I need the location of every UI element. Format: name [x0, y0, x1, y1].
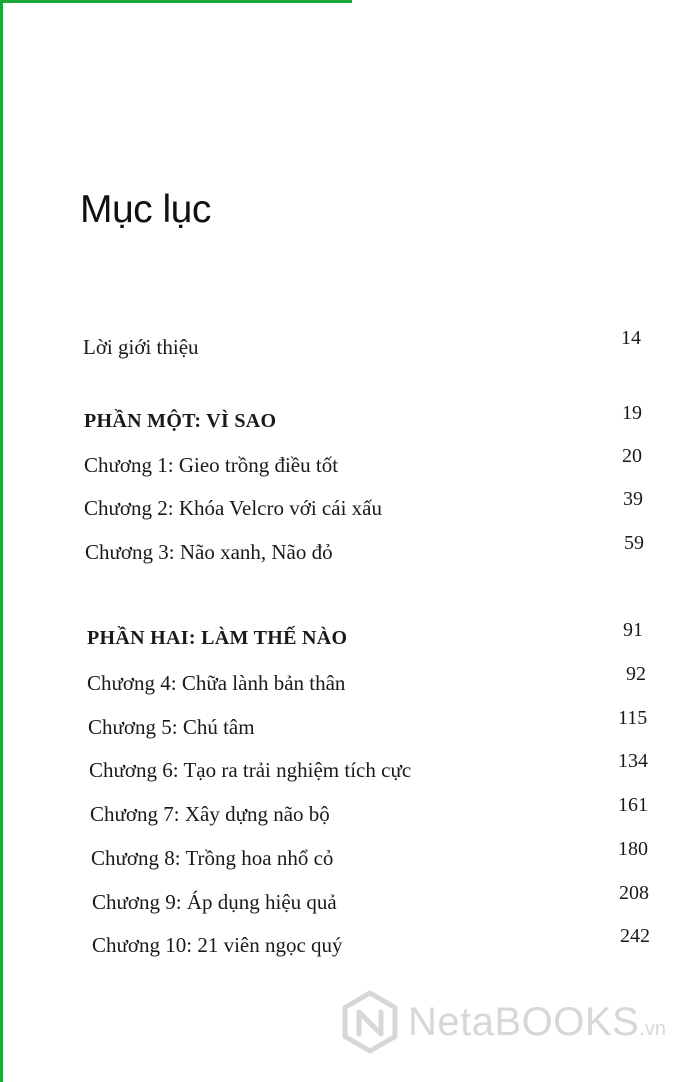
toc-entry-label: Chương 6: Tạo ra trải nghiệm tích cực — [89, 758, 412, 782]
toc-entry-label: Lời giới thiệu — [83, 335, 199, 359]
toc-part-label: PHẦN MỘT: VÌ SAO — [84, 410, 277, 432]
left-green-rule — [0, 0, 3, 1082]
netabooks-watermark — [338, 990, 683, 1054]
toc-entry-label: Chương 1: Gieo trồng điều tốt — [84, 453, 339, 477]
toc-entry-label: Chương 7: Xây dựng não bộ — [90, 802, 330, 826]
toc-page-number: 92 — [626, 663, 646, 685]
top-green-rule — [0, 0, 352, 3]
watermark-text — [408, 1000, 666, 1045]
toc-page-number: 242 — [620, 925, 650, 947]
toc-part-label: PHẦN HAI: LÀM THẾ NÀO — [87, 627, 348, 649]
toc-page-number: 59 — [624, 532, 644, 554]
toc-page-number: 161 — [618, 794, 648, 816]
toc-page-number: 91 — [623, 619, 643, 641]
toc-page-number: 20 — [622, 445, 642, 467]
toc-page-number: 134 — [618, 750, 648, 772]
toc-page-number: 14 — [621, 327, 641, 349]
toc-page-number: 180 — [618, 838, 648, 860]
toc-entry-label: Chương 5: Chú tâm — [88, 715, 255, 739]
toc-entry-label: Chương 3: Não xanh, Não đỏ — [85, 540, 333, 564]
toc-entry-label: Chương 9: Áp dụng hiệu quả — [92, 890, 337, 914]
toc-page-number: 39 — [623, 488, 643, 510]
toc-entry-label: Chương 8: Trồng hoa nhổ cỏ — [91, 846, 334, 870]
toc-entry-label: Chương 10: 21 viên ngọc quý — [92, 933, 343, 957]
toc-page-number: 208 — [619, 882, 649, 904]
toc-entry-label: Chương 2: Khóa Velcro với cái xấu — [84, 496, 382, 520]
toc-entry-label: Chương 4: Chữa lành bản thân — [87, 671, 346, 695]
page-title: Mục lục — [80, 188, 211, 231]
toc-page-number: 115 — [618, 707, 648, 729]
toc-page-number: 19 — [622, 402, 642, 424]
watermark-suffix: .vn — [639, 1017, 666, 1040]
watermark-brand: NetaBOOKS — [408, 999, 640, 1044]
netabooks-logo-icon — [338, 990, 402, 1054]
